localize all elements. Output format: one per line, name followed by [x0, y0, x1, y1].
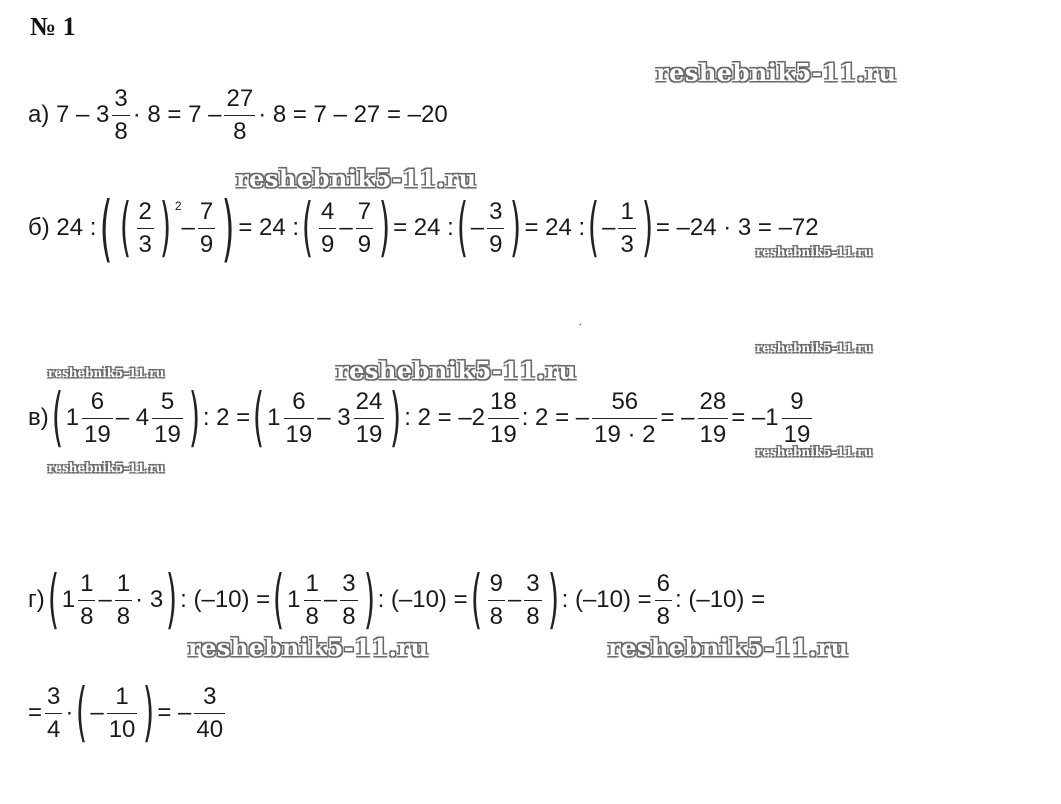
watermark: reshebnik5-11.ru	[756, 445, 873, 459]
paren-open: (	[470, 563, 482, 637]
paren-open: (	[588, 191, 600, 265]
expr-text: – 3	[317, 404, 351, 431]
expr-text: : 2 = –2	[404, 404, 486, 431]
fraction: $\frac{7}{9}$	[199, 198, 214, 258]
expr-text: б) 24 :	[28, 214, 97, 241]
fraction: $\frac{28}{19}$	[699, 388, 727, 448]
expr-text: = 24 :	[393, 214, 454, 241]
expr-text: = –	[660, 404, 695, 431]
paren-close: )	[510, 191, 522, 265]
fraction: $\frac{6}{19}$	[84, 388, 111, 448]
watermark: reshebnik5-11.ru	[48, 461, 165, 475]
problem-number: № 1	[30, 12, 76, 41]
expr-text: : 2 = –	[521, 404, 590, 431]
stray-mark: ˏ	[578, 312, 582, 326]
fraction: $\frac{24}{19}$	[355, 388, 383, 448]
solution-g	[28, 560, 765, 640]
expr-text: · 8 = 7 – 27 = –20	[258, 101, 448, 128]
paren-close: )	[378, 191, 391, 265]
expr-text: : (–10) =	[180, 586, 271, 613]
expr-text: = 24 :	[524, 214, 586, 241]
watermark: reshebnik5-11.ru	[608, 633, 849, 662]
expr-text: 1	[287, 586, 301, 613]
paren-close: )	[547, 563, 559, 637]
fraction: $\frac{3}{9}$	[489, 198, 503, 258]
paren-close: )	[166, 563, 178, 637]
expr-text: = –24 · 3 = –72	[655, 214, 819, 241]
paren-open: (	[119, 191, 131, 265]
expr-text: = –1	[731, 404, 779, 431]
paren-open: (	[76, 676, 88, 750]
fraction: $\frac{9}{8}$	[489, 570, 503, 630]
expr-text: = 24 :	[238, 214, 300, 241]
paren-open: (	[273, 563, 285, 637]
expr-text: – 4	[115, 404, 150, 431]
solution-v	[28, 378, 815, 458]
expr-text: –	[323, 586, 338, 613]
watermark: reshebnik5-11.ru	[756, 245, 873, 259]
fraction: $\frac{1}{8}$	[305, 570, 319, 630]
solution-a	[28, 75, 448, 155]
watermark: reshebnik5-11.ru	[756, 341, 873, 355]
expr-text: –	[90, 699, 104, 726]
expr-text: : (–10) =	[377, 586, 468, 613]
paren-open: (	[301, 191, 314, 265]
paren-close: )	[363, 563, 375, 637]
paren-close: )	[188, 381, 200, 455]
paren-close: )	[641, 191, 653, 265]
fraction: $\frac{3}{8}$	[342, 570, 356, 630]
fraction: $\frac{7}{9}$	[357, 198, 372, 258]
fraction: $\frac{1}{8}$	[116, 570, 131, 630]
fraction: $\frac{27}{8}$	[226, 85, 254, 145]
fraction: $\frac{1}{8}$	[80, 570, 94, 630]
expr-text: г)	[28, 586, 45, 613]
expr-text: –	[602, 214, 616, 241]
expr-text: =	[28, 699, 43, 726]
watermark: reshebnik5-11.ru	[656, 58, 897, 87]
expr-text: в)	[28, 404, 49, 431]
paren-open: (	[456, 191, 468, 265]
fraction: $\frac{18}{19}$	[490, 388, 517, 448]
fraction: $\frac{4}{9}$	[321, 198, 335, 258]
paren-open: (	[51, 381, 63, 455]
expr-text: : (–10) =	[561, 586, 652, 613]
fraction: $\frac{3}{4}$	[47, 683, 61, 743]
fraction: $\frac{6}{8}$	[656, 570, 671, 630]
expr-text: : (–10) =	[675, 586, 766, 613]
paren-close: )	[159, 191, 171, 265]
fraction: $\frac{3}{8}$	[114, 85, 128, 145]
expr-text: а) 7 – 3	[28, 101, 110, 128]
watermark: reshebnik5-11.ru	[48, 366, 165, 380]
watermark: reshebnik5-11.ru	[188, 633, 429, 662]
fraction: $\frac{56}{19 \cdot 2}$	[594, 388, 656, 448]
watermark: reshebnik5-11.ru	[236, 164, 477, 193]
expr-text: –	[181, 214, 195, 241]
exponent: 2	[174, 199, 182, 213]
expr-text: · 8 = 7 –	[132, 101, 222, 128]
paren-close: )	[143, 676, 155, 750]
paren-open: (	[100, 186, 113, 270]
expr-text: 1	[61, 586, 76, 613]
expr-text: : 2 =	[202, 404, 251, 431]
expr-text: –	[470, 214, 485, 241]
solution-g-continuation	[28, 673, 228, 753]
fraction: $\frac{2}{3}$	[138, 198, 152, 258]
expr-text: · 3	[135, 586, 164, 613]
expr-text: –	[339, 214, 353, 241]
expr-text: 1	[65, 404, 80, 431]
paren-open: (	[47, 563, 59, 637]
paren-close: )	[390, 381, 402, 455]
fraction: $\frac{1}{3}$	[620, 198, 634, 258]
fraction: $\frac{6}{19}$	[285, 388, 313, 448]
solution-b	[28, 188, 819, 268]
expr-text: –	[507, 586, 522, 613]
paren-open: (	[253, 381, 265, 455]
expr-text: = –	[157, 699, 192, 726]
watermark: reshebnik5-11.ru	[336, 356, 577, 385]
expr-text: –	[98, 586, 112, 613]
fraction: $\frac{3}{40}$	[196, 683, 224, 743]
fraction: $\frac{1}{10}$	[108, 683, 136, 743]
fraction: $\frac{3}{8}$	[526, 570, 540, 630]
expr-text: ·	[65, 699, 74, 726]
paren-close: )	[221, 186, 235, 270]
fraction: $\frac{9}{19}$	[783, 388, 811, 448]
expr-text: 1	[267, 404, 281, 431]
fraction: $\frac{5}{19}$	[154, 388, 181, 448]
